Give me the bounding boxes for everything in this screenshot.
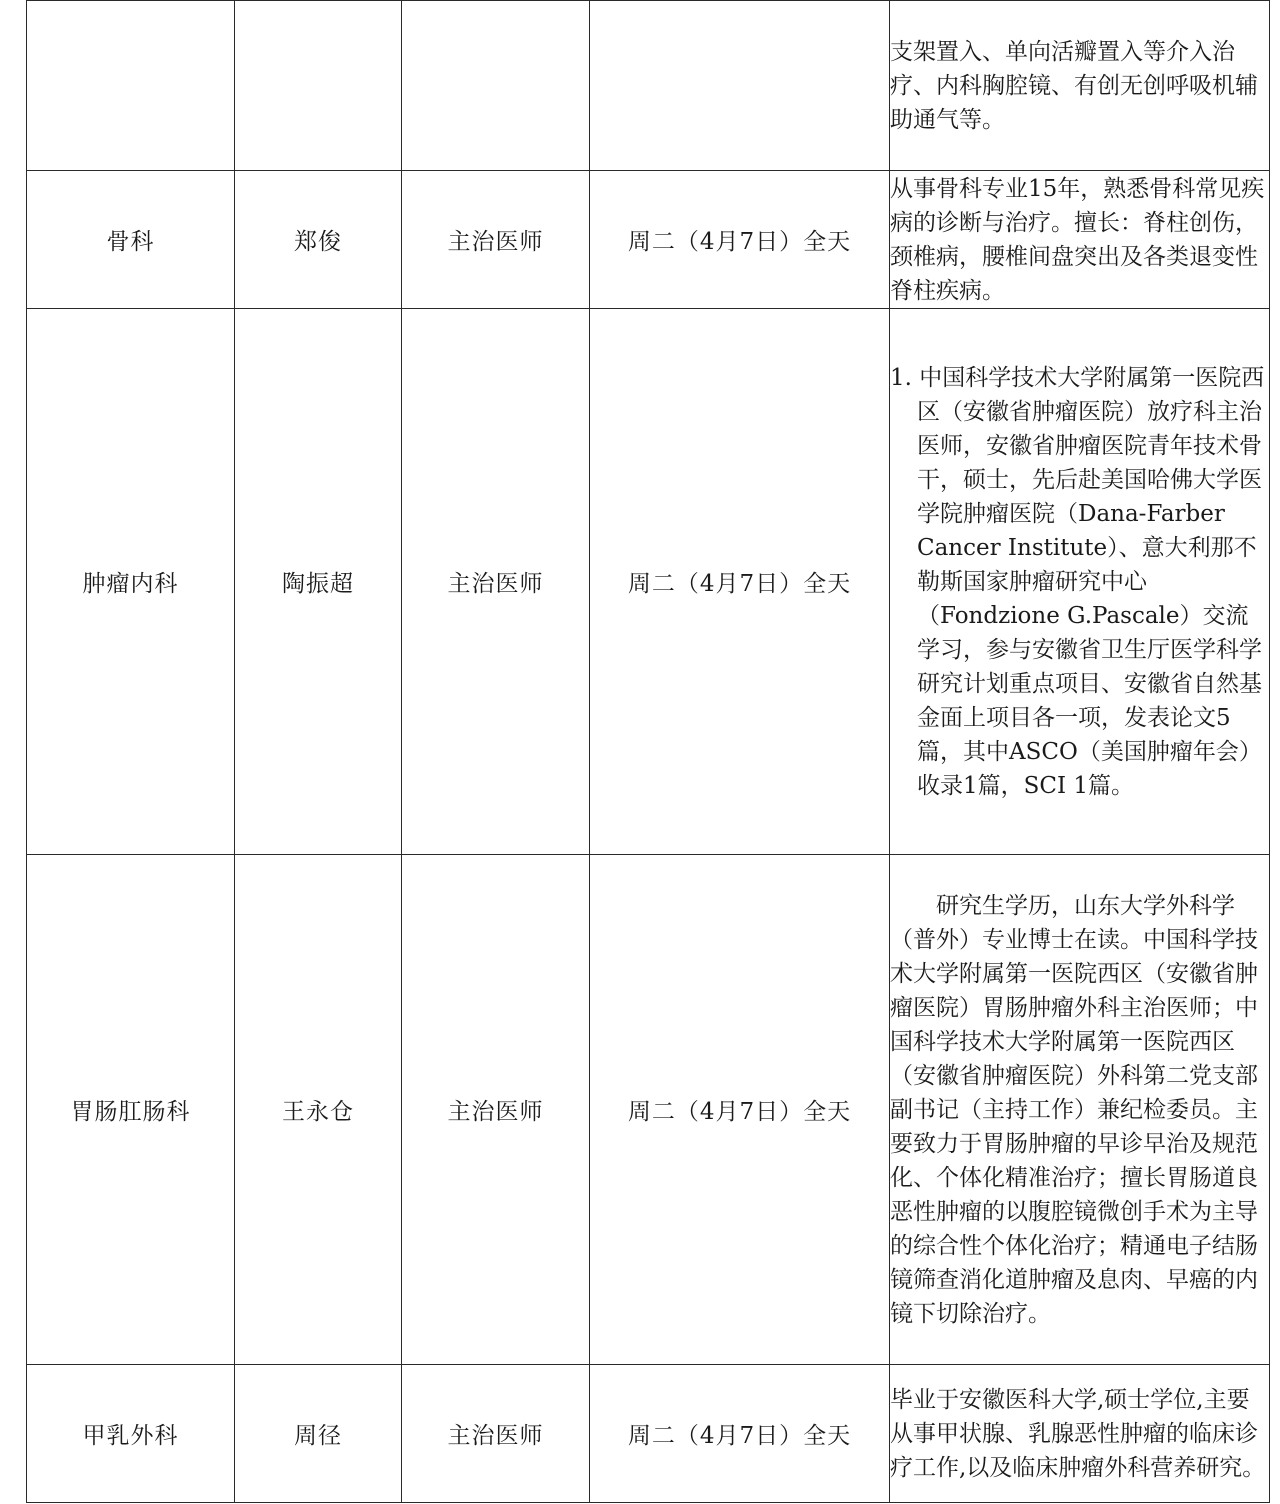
table-row <box>27 1 1270 171</box>
table-row <box>27 855 1270 1365</box>
clinic-time-cell: 周二（4月7日）全天 <box>590 1365 890 1503</box>
doctor-schedule-table <box>26 0 1270 1503</box>
doctor-title-cell: 主治医师 <box>402 1365 590 1503</box>
clinic-time-cell: 周二（4月7日）全天 <box>590 309 890 855</box>
specialty-description: 1. 中国科学技术大学附属第一医院西区（安徽省肿瘤医院）放疗科主治医师，安徽省肿瘤医院青年技术骨干，硕士，先后赴美国哈佛大学医学院肿瘤医院（Dana-Farber Cancer Institute）、意大利那不勒斯国家肿瘤研究中心（Fondzione G.Pascale）交流学习，参与安徽省卫生厅医学科学研究计划重点项目、安徽省自然基金面上项目各一项，发表论文5篇，其中ASCO（美国肿瘤年会）收录1篇，SCI 1篇。 <box>890 364 1265 799</box>
doctor-title-cell <box>402 1 590 171</box>
doctor-name-cell <box>235 1 402 171</box>
doctor-name-cell: 周径 <box>235 1365 402 1503</box>
table-row <box>27 309 1270 855</box>
specialty-description-cell <box>890 171 1270 309</box>
specialty-description: 支架置入、单向活瓣置入等介入治疗、内科胸腔镜、有创无创呼吸机辅助通气等。 <box>890 38 1258 133</box>
clinic-time-cell <box>590 1 890 171</box>
doctor-name-cell: 郑俊 <box>235 171 402 309</box>
department-cell: 胃肠肛肠科 <box>27 855 235 1365</box>
specialty-description-cell <box>890 855 1270 1365</box>
doctor-title-cell: 主治医师 <box>402 855 590 1365</box>
specialty-description: 毕业于安徽医科大学,硕士学位,主要从事甲状腺、乳腺恶性肿瘤的临床诊疗工作,以及临床肿瘤外科营养研究。 <box>890 1386 1266 1481</box>
specialty-description-cell <box>890 1365 1270 1503</box>
doctor-name-cell: 王永仓 <box>235 855 402 1365</box>
specialty-description: 从事骨科专业15年，熟悉骨科常见疾病的诊断与治疗。擅长：脊柱创伤，颈椎病，腰椎间盘突出及各类退变性脊柱疾病。 <box>890 175 1265 304</box>
department-cell <box>27 1 235 171</box>
table-row <box>27 1365 1270 1503</box>
specialty-description: 研究生学历，山东大学外科学（普外）专业博士在读。中国科学技术大学附属第一医院西区（安徽省肿瘤医院）胃肠肿瘤外科主治医师；中国科学技术大学附属第一医院西区（安徽省肿瘤医院）外科第二党支部副书记（主持工作）兼纪检委员。主要致力于胃肠肿瘤的早诊早治及规范化、个体化精准治疗；擅长胃肠道良恶性肿瘤的以腹腔镜微创手术为主导的综合性个体化治疗；精通电子结肠镜筛查消化道肿瘤及息肉、早癌的内镜下切除治疗。 <box>890 892 1258 1327</box>
department-cell: 骨科 <box>27 171 235 309</box>
clinic-time-cell: 周二（4月7日）全天 <box>590 171 890 309</box>
clinic-time-cell: 周二（4月7日）全天 <box>590 855 890 1365</box>
specialty-description-cell <box>890 1 1270 171</box>
table-row <box>27 171 1270 309</box>
department-cell: 肿瘤内科 <box>27 309 235 855</box>
doctor-name-cell: 陶振超 <box>235 309 402 855</box>
doctor-title-cell: 主治医师 <box>402 309 590 855</box>
specialty-description-cell <box>890 309 1270 855</box>
department-cell: 甲乳外科 <box>27 1365 235 1503</box>
doctor-title-cell: 主治医师 <box>402 171 590 309</box>
